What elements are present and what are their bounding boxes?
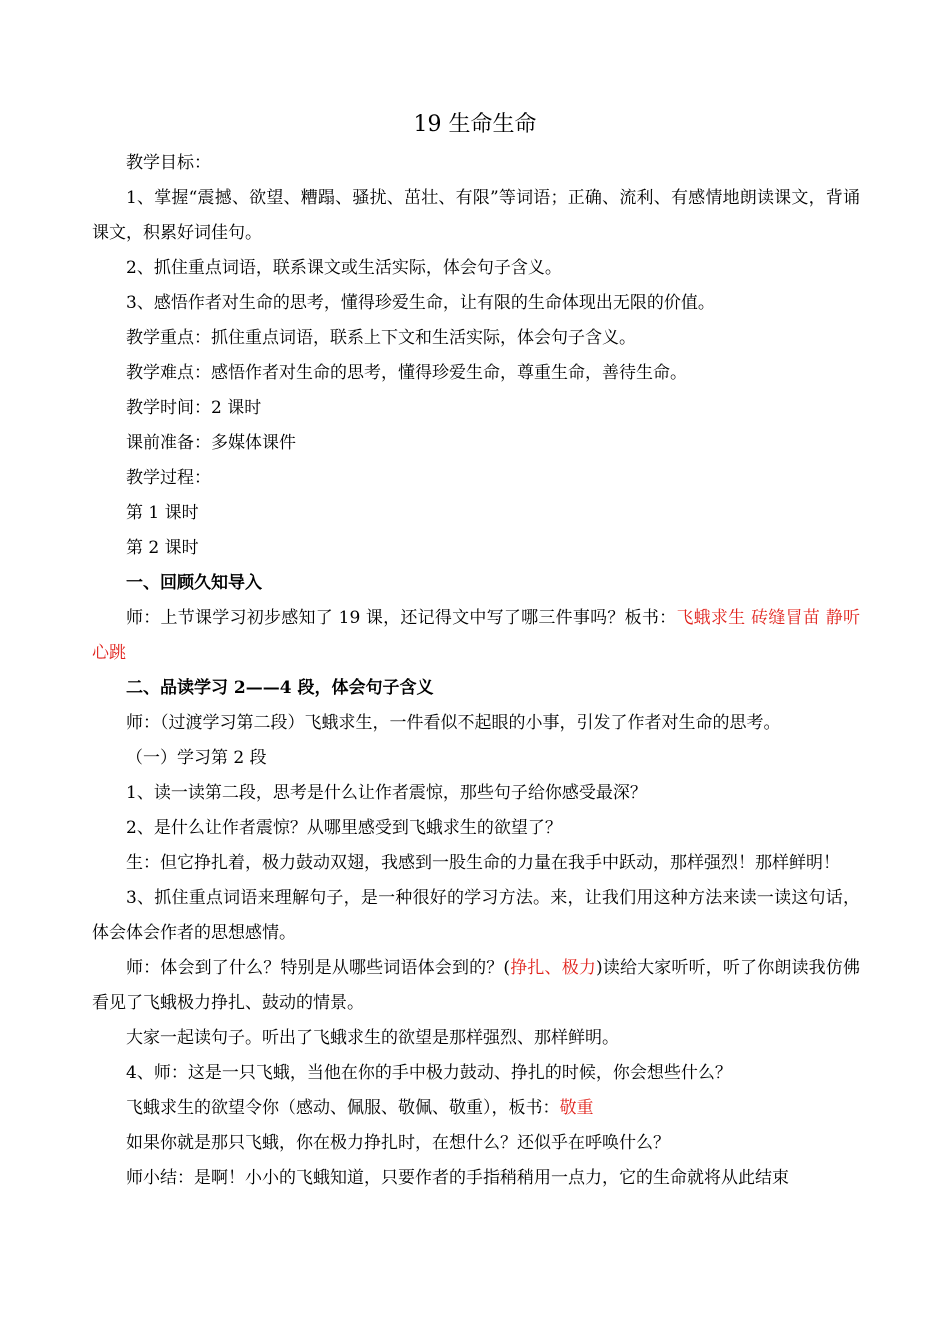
transition-paragraph: 师：（过渡学习第二段）飞蛾求生，一件看似不起眼的小事，引发了作者对生命的思考。 — [126, 713, 781, 733]
question-4: 4、师：这是一只飞蛾，当他在你的手中极力鼓动、挣扎的时候，你会想些什么？ — [126, 1063, 732, 1083]
teaching-time: 教学时间：2 课时 — [126, 398, 262, 418]
process-heading: 教学过程： — [126, 468, 211, 488]
section-2-heading: 二、品读学习 2——4 段，体会句子含义 — [126, 678, 434, 698]
objectives-heading: 教学目标： — [126, 153, 211, 173]
student-answer: 生：但它挣扎着，极力鼓动双翅，我感到一股生命的力量在我手中跃动，那样强烈！那样鲜明！ — [126, 853, 840, 873]
lesson-2-label: 第 2 课时 — [126, 538, 199, 558]
respect-text: 飞蛾求生的欲望令你（感动、佩服、敬佩、敬重），板书： — [126, 1098, 560, 1118]
preparation: 课前准备：多媒体课件 — [126, 433, 296, 453]
section-1-heading: 一、回顾久知导入 — [126, 573, 262, 593]
document-body — [92, 146, 860, 1196]
question-1: 1、读一读第二段，思考是什么让作者震惊，那些句子给你感受最深？ — [126, 783, 647, 803]
objective-3: 3、感悟作者对生命的思考，懂得珍爱生命，让有限的生命体现出无限的价值。 — [126, 293, 715, 313]
respect-paragraph — [92, 1091, 860, 1126]
teaching-difficulty: 教学难点：感悟作者对生命的思考，懂得珍爱生命，尊重生命，善待生命。 — [126, 363, 687, 383]
review-paragraph — [92, 601, 860, 671]
teacher-summary: 师小结：是啊！小小的飞蛾知道，只要作者的手指稍稍用一点力，它的生命就将从此结束 — [126, 1168, 789, 1188]
board-note-red: 飞蛾求生 砖缝冒苗 静听心跳 — [92, 608, 860, 663]
respect-board-red: 敬重 — [559, 1098, 594, 1118]
question-3: 3、抓住重点词语来理解句子，是一种很好的学习方法。来，让我们用这种方法来读一读这句话，体会体会作者的思想感情。 — [92, 888, 860, 943]
objective-2: 2、抓住重点词语，联系课文或生活实际，体会句子含义。 — [126, 258, 562, 278]
keywords-red: 挣扎、极力 — [510, 958, 597, 978]
teacher-reading-tail: )读给大家听听，听了你朗读我仿佛看见了飞蛾极力挣扎、鼓动的情景。 — [92, 958, 860, 1013]
lesson-1-label: 第 1 课时 — [126, 503, 199, 523]
review-text: 师：上节课学习初步感知了 19 课，还记得文中写了哪三件事吗？板书： — [126, 608, 677, 628]
teacher-reading-paragraph — [92, 951, 860, 1021]
subsection-heading: （一）学习第 2 段 — [126, 748, 267, 768]
teacher-reading-text: 师：体会到了什么？特别是从哪些词语体会到的？( — [126, 958, 511, 978]
document-title: 19 生命生命 — [413, 112, 537, 137]
imagine-question: 如果你就是那只飞蛾，你在极力挣扎时，在想什么？还似乎在呼唤什么？ — [126, 1133, 670, 1153]
group-reading: 大家一起读句子。听出了飞蛾求生的欲望是那样强烈、那样鲜明。 — [126, 1028, 619, 1048]
teaching-focus: 教学重点：抓住重点词语，联系上下文和生活实际，体会句子含义。 — [126, 328, 636, 348]
question-2: 2、是什么让作者震惊？从哪里感受到飞蛾求生的欲望了？ — [126, 818, 562, 838]
objective-1: 1、掌握“震撼、欲望、糟蹋、骚扰、茁壮、有限”等词语；正确、流利、有感情地朗读课文，背诵课文，积累好词佳句。 — [92, 188, 860, 243]
